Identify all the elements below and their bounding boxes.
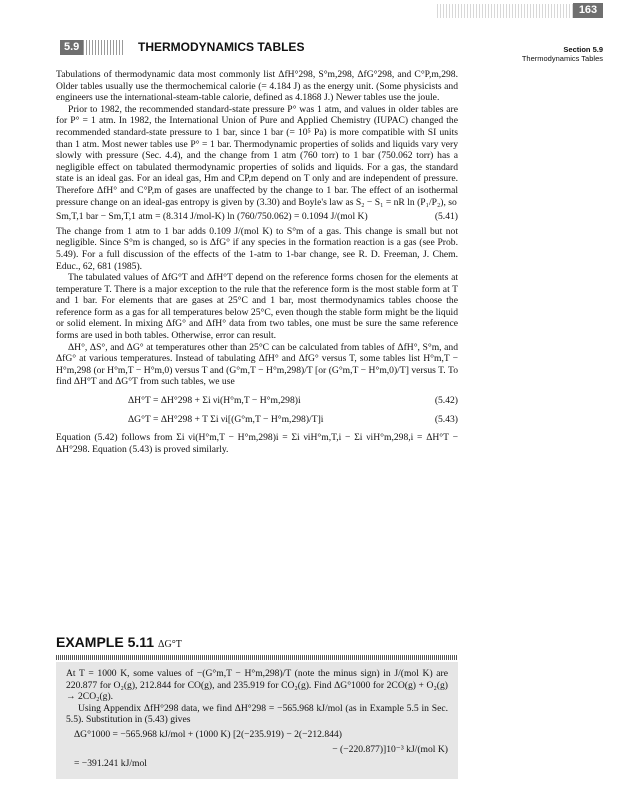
section-tag: [60, 40, 123, 55]
section-title: THERMODYNAMICS TABLES: [138, 40, 305, 54]
example-paragraph-2: Using Appendix ΔfH°298 data, we find ΔH°298 = −565.968 kJ/mol (as in Example 5.5 in Sec. 5.5). Substitution in (5.43) gives: [66, 702, 448, 726]
equation-5-43-number: (5.43): [434, 413, 458, 425]
equation-5-43: [128, 414, 458, 426]
paragraph-6: Equation (5.42) follows from Σi νi(H°m,T − H°m,298)i = Σi νiH°m,T,i − Σi νiH°m,298,i = ΔH°T − ΔH°298. Equation (5.43) is proved similarly.: [56, 432, 458, 455]
example-heading: [56, 634, 458, 653]
equation-5-41-body: Sm,T,1 bar − Sm,T,1 atm = (8.314 J/mol-K) ln (760/750.062) = 0.1094 J/(mol K): [56, 211, 368, 223]
equation-5-43-body: ΔG°T = ΔH°298 + T Σi νi[(G°m,T − H°m,298)/T]i: [128, 413, 324, 425]
example-paragraph-1: At T = 1000 K, some values of −(G°m,T − H°m,298)/T (note the minus sign) in J/(mol K) are 220.877 for O₂(g), 212.844 for CO(g), and 235.919 for CO₂(g). Find ΔG°1000 for 2CO(g) + O₂(g) → 2CO₂(g).: [66, 668, 448, 703]
example-heading-label: EXAMPLE 5.11: [56, 634, 155, 650]
equation-5-41: [56, 211, 458, 223]
section-decorative-bars: [83, 40, 123, 55]
paragraph-1: Tabulations of thermodynamic data most commonly list ΔfH°298, S°m,298, ΔfG°298, and C°P,m,298. Older tables usually use the thermochemical calorie (= 4.184 J) as the energy unit. (Some physicists and engineers use the international-steam-table calorie, defined as 4.1868 J.) Newer tables use the joule.: [56, 69, 458, 104]
page-number: 163: [573, 3, 603, 18]
paragraph-3: The change from 1 atm to 1 bar adds 0.109 J/(mol K) to S°m of a gas. This change is small but not negligible. Since S°m is changed, so is ΔfG° if any species in the formation reaction is a gas (see Prob. 5.49). For a full discussion of the effects of the 1-atm to 1-bar change, see R. D. Freeman, J. Chem. Educ., 62, 681 (1985).: [56, 225, 458, 272]
paragraph-2: Prior to 1982, the recommended standard-state pressure P° was 1 atm, and values in older tables are for P° = 1 atm. In 1982, the International Union of Pure and Applied Chemistry (IUPAC) changed the recommended standard-state pressure to 1 bar, since 1 bar (= 10⁵ Pa) is more compatible with SI units than 1 atm. Most newer tables use P° = 1 bar. Thermodynamic properties of solids and liquids vary very slowly with pressure (Sec. 4.4), and the change from 1 atm (760 torr) to 1 bar (750.062 torr) has a negligible effect on tabulated thermodynamic properties of solids and liquids. For a gas, the standard state is an ideal gas. For an ideal gas, Hm and CP,m depend on T only and are independent of pressure. Therefore ΔfH° and C°P,m of gases are unaffected by the change to 1 bar. The effect of an isothermal pressure change on an ideal-gas entropy is given by (3.30) and Boyle's law as S₂ − S₁ = nR ln (P₁/P₂), so: [56, 103, 458, 208]
example-heading-symbol: ΔG°T: [158, 639, 182, 650]
example-decorative-rule: [56, 655, 458, 660]
running-head: [522, 45, 603, 63]
paragraph-4: The tabulated values of ΔfG°T and ΔfH°T depend on the reference forms chosen for the elements at temperature T. There is a major exception to the rule that the reference form is the most stable form at T and 1 bar. For elements that are gases at 25°C and 1 bar, most thermodynamics tables choose the reference form as a gas for all temperatures below 25°C, even though the stable form might be the liquid or solid element. In mixing ΔfG° and ΔfH° data from two tables, one must be sure the same reference forms are used in both tables. Otherwise, error can result.: [56, 272, 458, 342]
running-head-section: Section 5.9: [563, 45, 603, 54]
equation-5-42-number: (5.42): [434, 395, 458, 407]
example-box: [56, 662, 458, 779]
equation-5-41-number: (5.41): [434, 211, 458, 223]
example-equation-line-3: = −391.241 kJ/mol: [74, 758, 147, 770]
example-equation-line-1: ΔG°1000 = −565.968 kJ/mol + (1000 K) [2(−235.919) − 2(−212.844): [74, 728, 342, 740]
example-equation-line-2: − (−220.877)]10⁻³ kJ/(mol K): [332, 743, 448, 755]
paragraph-5: ΔH°, ΔS°, and ΔG° at temperatures other than 25°C can be calculated from tables of ΔfH°, S°m, and ΔfG° at various temperatures. Instead of tabulating ΔfH° and ΔfG° versus T, some tables list H°m,T − H°m,298 (or H°m,T − H°m,0) versus T and (G°m,T − H°m,298)/T [or (G°m,T − H°m,0)/T] versus T. To find ΔH°T and ΔG°T from such tables, we use: [56, 341, 458, 388]
example-5-11: [56, 634, 458, 779]
equation-5-42-body: ΔH°T = ΔH°298 + Σi νi(H°m,T − H°m,298)i: [128, 395, 301, 407]
equation-5-42: [128, 395, 458, 407]
section-number: 5.9: [60, 40, 83, 55]
body-text: [56, 69, 458, 455]
running-head-title: Thermodynamics Tables: [521, 54, 603, 63]
